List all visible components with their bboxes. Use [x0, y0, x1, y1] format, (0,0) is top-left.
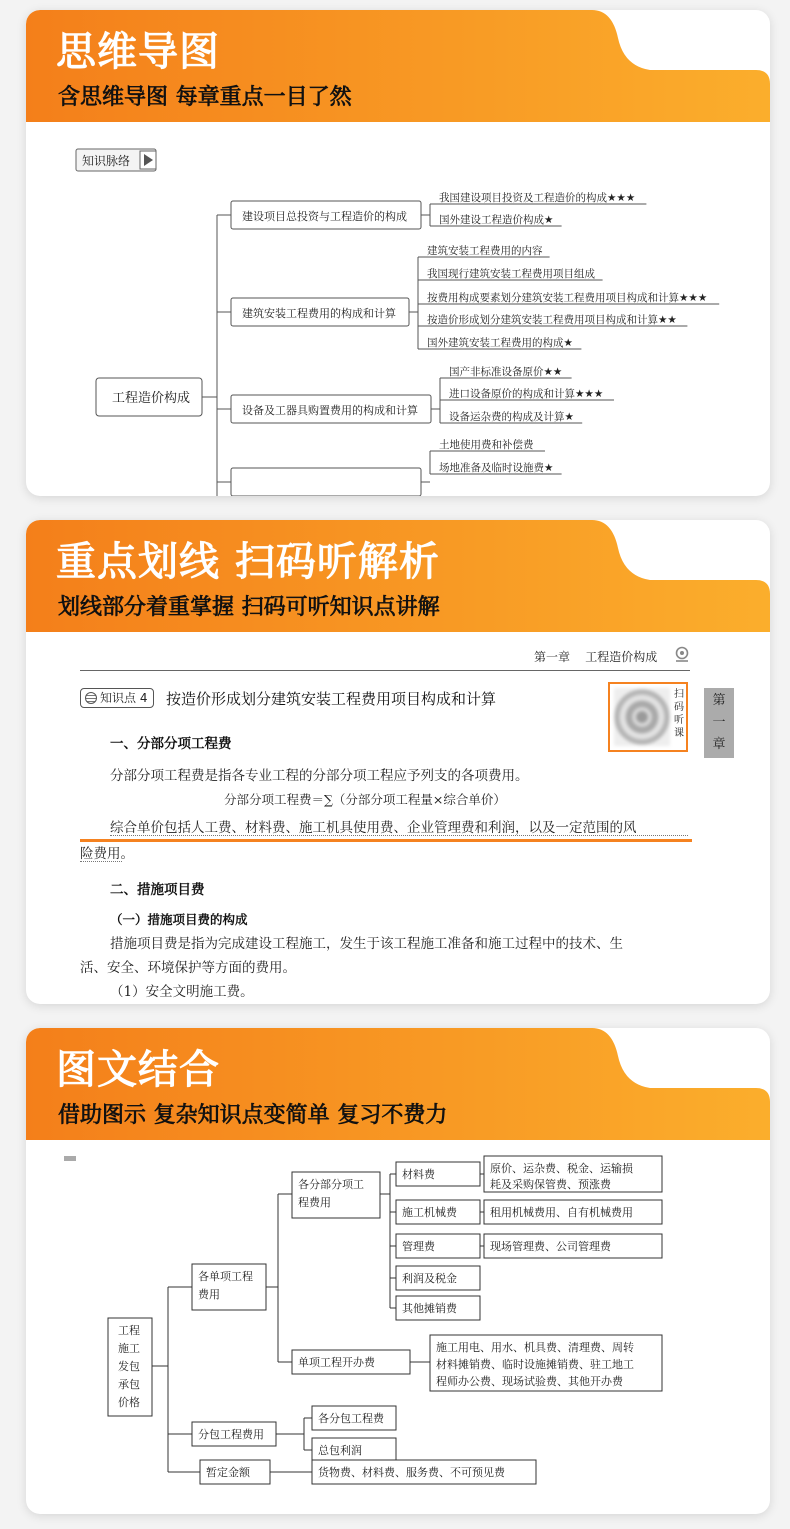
- leaf-label: 国产非标准设备原价★★: [449, 366, 563, 378]
- leaf-label: 建筑安装工程费用的内容: [427, 245, 543, 257]
- mindmap-body: [26, 122, 770, 496]
- dotted-underline: [110, 835, 688, 836]
- opening-fee-node-text: 单项工程开办费: [298, 1356, 375, 1369]
- opening-fee-detail-text: 施工用电、用水、机具费、清理费、周转: [436, 1341, 634, 1354]
- dotted-underline: [80, 861, 122, 862]
- mindmap-diagram: [26, 122, 770, 496]
- chapter-header: 第一章 工程造价构成: [534, 650, 658, 664]
- subcontract-item-node-text: 各分包工程费: [318, 1412, 384, 1425]
- paragraph: 险费用。: [80, 846, 134, 862]
- leaf-label: 国外建筑安装工程费用的构成★: [427, 337, 573, 349]
- leaf-label: 按费用构成要素划分建筑安装工程费用项目构成和计算★★★: [427, 292, 708, 304]
- knowledge-tag-label: 知识脉络: [82, 154, 131, 168]
- machine-detail-text: 租用机械费用、自有机械费用: [490, 1206, 633, 1219]
- mindmap-card: [26, 10, 770, 496]
- cost-item-node-text: 利润及税金: [402, 1272, 457, 1285]
- page-rule: [80, 670, 690, 671]
- section-subtitle: 划线部分着重掌握 扫码可听知识点讲解: [58, 595, 440, 620]
- heading-2: 二、措施项目费: [110, 882, 205, 898]
- knowledge-point-title: 按造价形成划分建筑安装工程费用项目构成和计算: [166, 690, 497, 708]
- qr-code-box[interactable]: [608, 682, 688, 752]
- opening-fee-detail-text: 程师办公费、现场试验费、其他开办费: [436, 1375, 623, 1388]
- highlight-card: [26, 520, 770, 1004]
- qr-label-char: 扫: [674, 689, 684, 700]
- leaf-label: 我国建设项目投资及工程造价的构成★★★: [439, 192, 636, 204]
- unit-work-node-text: 各单项工程: [198, 1270, 253, 1283]
- section-title: 思维导图: [56, 29, 220, 75]
- branch-label: 建设项目总投资与工程造价的构成: [242, 210, 407, 223]
- material-detail-text: 原价、运杂费、税金、运输损: [490, 1162, 633, 1175]
- qr-label-char: 码: [674, 702, 684, 713]
- paragraph: （1）安全文明施工费。: [110, 984, 254, 1000]
- section-title: 重点划线 扫码听解析: [56, 539, 440, 585]
- section-subtitle: 含思维导图 每章重点一目了然: [58, 85, 352, 110]
- highlighted-paragraph: 综合单价包括人工费、材料费、施工机具使用费、企业管理费和利润，以及一定范围的风: [110, 820, 637, 836]
- leaf-label: 进口设备原价的构成和计算★★★: [449, 388, 604, 400]
- root-label: 工程造价构成: [112, 391, 191, 406]
- heading-3: （一）措施项目费的构成: [110, 912, 248, 927]
- qr-label-char: 听: [674, 715, 684, 726]
- leaf-label: 我国现行建筑安装工程费用项目组成: [427, 268, 595, 280]
- highlight-header: [26, 520, 770, 632]
- cost-item-node-text: 材料费: [402, 1168, 435, 1181]
- location-icon: [674, 646, 690, 662]
- cost-item-node-text: 其他摊销费: [402, 1302, 457, 1315]
- branch-label: 设备及工器具购置费用的构成和计算: [242, 404, 418, 417]
- paragraph: 分部分项工程费是指各专业工程的分部分项工程应予列支的各项费用。: [110, 768, 529, 784]
- provisional-node-text: 暂定金额: [206, 1466, 250, 1479]
- root-node-text: 工程: [118, 1324, 140, 1337]
- heading-1: 一、分部分项工程费: [110, 736, 232, 752]
- chapter-side-tab: 第 一 章: [704, 688, 734, 758]
- section-title: 图文结合: [56, 1047, 220, 1093]
- subdivision-node-text: 各分部分项工: [298, 1178, 364, 1191]
- qr-label-char: 课: [674, 728, 684, 739]
- unit-work-node-text: 费用: [198, 1288, 220, 1301]
- diagram-body: [26, 1140, 770, 1514]
- diagram-header: [26, 1028, 770, 1140]
- branch-node: [231, 468, 421, 496]
- root-node-text: 承包: [118, 1378, 140, 1391]
- root-node-text: 发包: [118, 1360, 140, 1373]
- root-node-text: 价格: [118, 1396, 140, 1409]
- leaf-label: 土地使用费和补偿费: [439, 439, 534, 451]
- section-subtitle: 借助图示 复杂知识点变简单 复习不费力: [58, 1103, 448, 1128]
- leaf-label: 国外建设工程造价构成★: [439, 214, 554, 226]
- subdivision-node-text: 程费用: [298, 1196, 331, 1209]
- provisional-detail-text: 货物费、材料费、服务费、不可预见费: [318, 1466, 505, 1479]
- branch-label: 建筑安装工程费用的构成和计算: [242, 307, 396, 320]
- cost-structure-diagram: [26, 1140, 770, 1514]
- list-icon: [85, 692, 97, 704]
- mindmap-header: [26, 10, 770, 122]
- formula: 分部分项工程费＝∑（分部分项工程量×综合单价）: [224, 792, 506, 807]
- subcontract-node-text: 分包工程费用: [198, 1428, 264, 1441]
- leaf-label: 设备运杂费的构成及计算★: [449, 411, 574, 423]
- page-marker: [64, 1156, 76, 1161]
- opening-fee-detail-text: 材料摊销费、临时设施摊销费、驻工地工: [436, 1358, 634, 1371]
- root-node-text: 施工: [118, 1342, 140, 1355]
- paragraph: 措施项目费是指为完成建设工程施工，发生于该工程施工准备和施工过程中的技术、生: [110, 936, 623, 952]
- paragraph: 活、安全、环境保护等方面的费用。: [80, 960, 296, 976]
- leaf-label: 场地准备及临时设施费★: [439, 462, 554, 474]
- cost-item-node-text: 施工机械费: [402, 1206, 457, 1219]
- leaf-label: 按造价形成划分建筑安装工程费用项目构成和计算★★: [427, 314, 677, 326]
- general-profit-node-text: 总包利润: [318, 1444, 362, 1457]
- management-detail-text: 现场管理费、公司管理费: [490, 1240, 611, 1253]
- book-page: [26, 632, 770, 1004]
- highlight-underline: [80, 839, 692, 842]
- cost-item-node-text: 管理费: [402, 1240, 435, 1253]
- diagram-card: [26, 1028, 770, 1514]
- material-detail-text: 耗及采购保管费、预涨费: [490, 1178, 611, 1191]
- knowledge-point-tag: 知识点 4: [80, 688, 154, 708]
- qr-code-image[interactable]: [614, 688, 670, 746]
